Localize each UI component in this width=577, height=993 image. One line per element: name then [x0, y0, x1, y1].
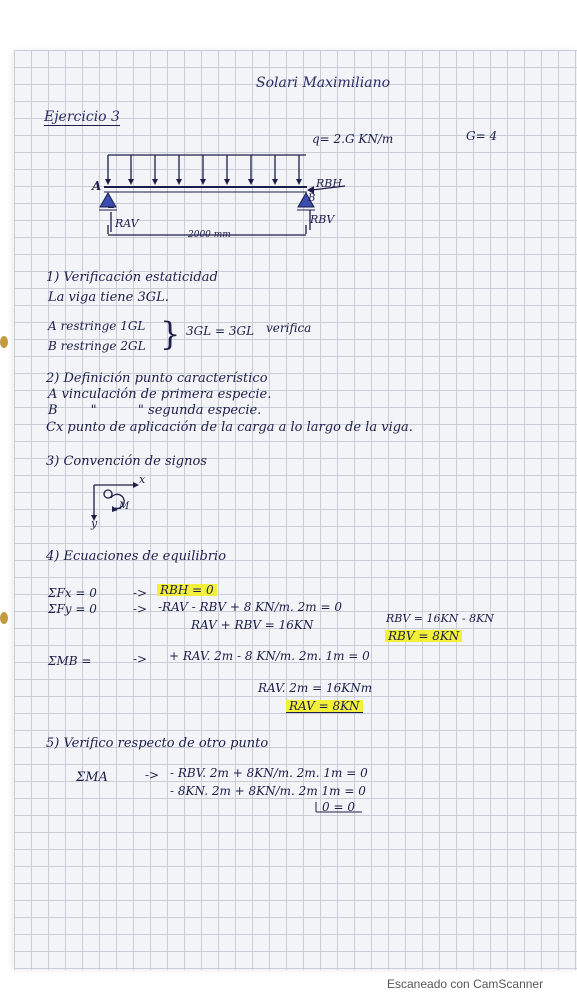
- rav-result: RAV = 8KN: [286, 700, 363, 713]
- rbh-result: RBH = 0: [157, 584, 217, 596]
- load-label: q= 2.G KN/m: [312, 132, 394, 146]
- arrow-ma: ->: [145, 768, 160, 782]
- restr-b: B restringe 2GL: [48, 339, 146, 353]
- ma-equation-2: - 8KN. 2m + 8KN/m. 2m 1m = 0: [170, 784, 366, 798]
- section2-title: 2) Definición punto característico: [46, 371, 268, 386]
- fy-equation-2: RAV + RBV = 16KN: [191, 618, 314, 632]
- sum-ma: ΣMA: [76, 770, 108, 785]
- label-rbv: RBV: [310, 213, 335, 226]
- sum-fx: ΣFx = 0: [48, 586, 97, 600]
- g-value: G= 4: [466, 129, 498, 143]
- ma-result: 0 = 0: [322, 800, 355, 814]
- sum-mb: ΣMB =: [48, 654, 92, 668]
- brace: }: [160, 315, 181, 353]
- section2-line-c: Cx punto de aplicación de la carga a lo largo de la viga.: [46, 420, 413, 435]
- axis-y: y: [91, 517, 98, 530]
- fy-equation: -RAV - RBV + 8 KN/m. 2m = 0: [158, 600, 343, 614]
- rbv-calc: RBV = 16KN - 8KN: [386, 612, 494, 625]
- restr-a: A restringe 1GL: [48, 319, 146, 333]
- section5-title: 5) Verifico respecto de otro punto: [46, 736, 269, 751]
- section3-title: 3) Convención de signos: [46, 454, 207, 469]
- beam-length: 2000 mm: [188, 230, 231, 240]
- dof-result: 3GL = 3GL: [186, 324, 255, 338]
- section1-line1: La viga tiene 3GL.: [48, 290, 169, 305]
- moment-label: M: [119, 501, 130, 512]
- section1-title: 1) Verificación estaticidad: [46, 270, 218, 285]
- arrow-mb: ->: [133, 652, 148, 666]
- support-a: [100, 193, 116, 207]
- exercise-title: Ejercicio 3: [44, 109, 120, 125]
- section2-line-a: A vinculación de primera especie.: [48, 387, 272, 402]
- author-name: Solari Maximiliano: [256, 75, 391, 91]
- axis-x: x: [139, 473, 146, 486]
- section2-line-b: B " " segunda especie.: [48, 403, 262, 418]
- ma-equation-1: - RBV. 2m + 8KN/m. 2m. 1m = 0: [170, 766, 368, 780]
- arrow-fy: ->: [133, 602, 148, 616]
- rbv-result: RBV = 8KN: [385, 630, 462, 642]
- label-b: B: [308, 193, 316, 204]
- verifies: verifica: [266, 321, 312, 335]
- label-a: A: [92, 179, 102, 193]
- arrow-fx: ->: [133, 586, 148, 600]
- label-rbh: RBH: [316, 177, 342, 190]
- scanner-watermark: Escaneado con CamScanner: [387, 977, 544, 991]
- section4-title: 4) Ecuaciones de equilibrio: [46, 549, 227, 564]
- mb-equation-2: RAV. 2m = 16KNm: [258, 681, 373, 695]
- sum-fy: ΣFy = 0: [48, 602, 97, 616]
- mb-equation: + RAV. 2m - 8 KN/m. 2m. 1m = 0: [169, 649, 370, 663]
- label-rav: RAV: [115, 217, 139, 230]
